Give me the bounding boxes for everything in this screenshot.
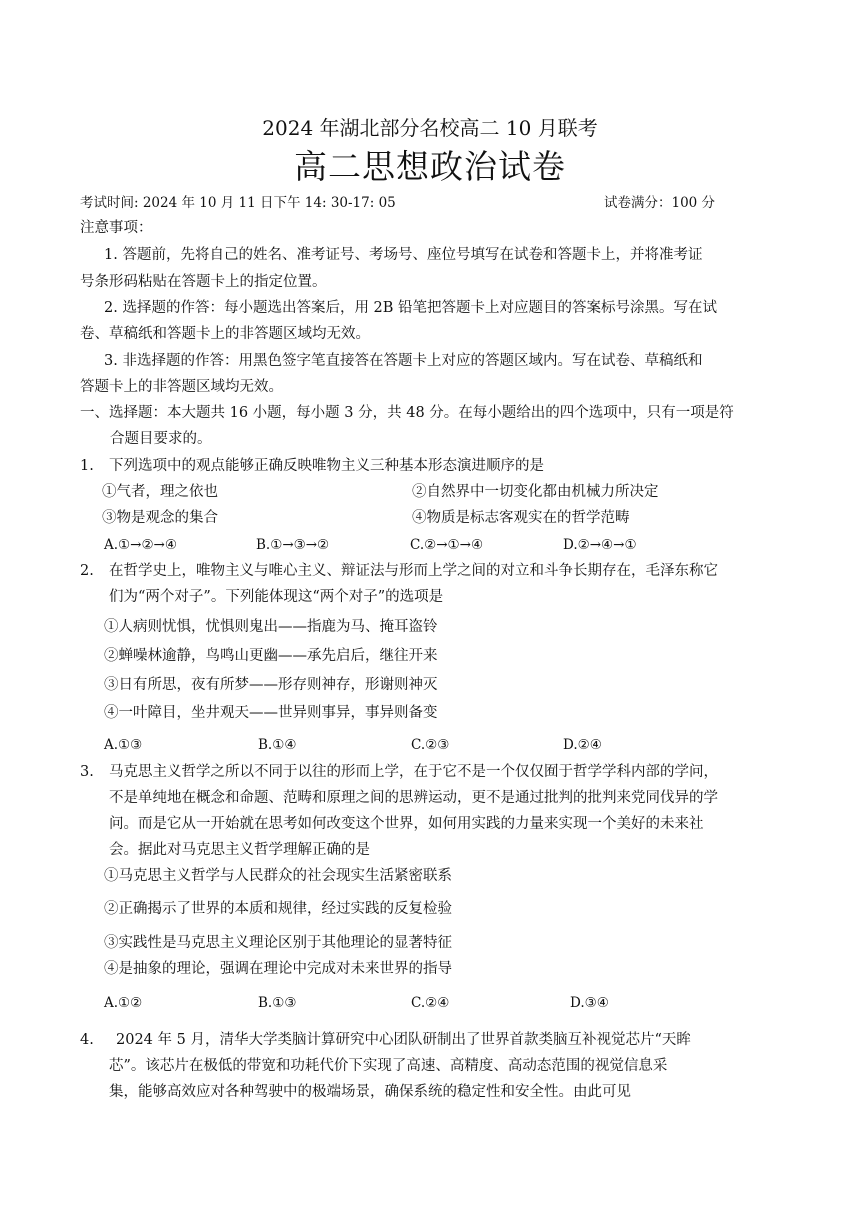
notes-heading: 注意事项：: [80, 220, 153, 236]
q1-statement-2: ②自然界中一切变化都由机械力所决定: [412, 484, 659, 500]
q3-stem-line-3: 问。而是它从一开始就在思考如何改变这个世界，如何用实践的力量来实现一个美好的未来社: [109, 816, 704, 832]
q2-statement-4: ④一叶障目，坐井观天——世异则事异，事异则备变: [104, 705, 438, 721]
q4-stem-line-3: 集，能够高效应对各种驾驶中的极端场景，确保系统的稳定性和安全性。由此可见: [109, 1084, 631, 1100]
q2-option-a: A.①③: [104, 737, 143, 753]
q2-stem-line-1: 在哲学史上，唯物主义与唯心主义、辩证法与形而上学之间的对立和斗争长期存在，毛泽东称它: [109, 563, 718, 579]
exam-subtitle: 2024 年湖北部分名校高二 10 月联考: [262, 116, 598, 140]
exam-title: 高二思想政治试卷: [294, 147, 566, 186]
note-3-line-1: 3. 非选择题的作答：用黑色签字笔直接答在答题卡上对应的答题区域内。写在试卷、草稿纸和: [104, 353, 703, 369]
section-1-heading: 一、选择题：本大题共 16 小题，每小题 3 分，共 48 分。在每小题给出的四个选项中，只有一项是符: [80, 405, 734, 421]
q2-stem-line-2: 们为“两个对子”。下列能体现这“两个对子”的选项是: [109, 589, 444, 605]
q3-statement-1: ①马克思主义哲学与人民群众的社会现实生活紧密联系: [104, 868, 452, 884]
q2-number: 2.: [80, 563, 94, 579]
q3-option-b: B.①③: [258, 995, 297, 1011]
q1-statement-3: ③物是观念的集合: [102, 510, 218, 526]
q2-option-b: B.①④: [258, 737, 297, 753]
exam-time: 考试时间: 2024 年 10 月 11 日下午 14: 30-17: 05: [80, 195, 396, 211]
q2-option-d: D.②④: [563, 737, 602, 753]
q2-statement-1: ①人病则忧惧，忧惧则鬼出——指鹿为马、掩耳盗铃: [104, 619, 438, 635]
q4-number: 4.: [80, 1032, 94, 1048]
q3-stem-line-4: 会。据此对马克思主义哲学理解正确的是: [109, 842, 370, 858]
q3-option-c: C.②④: [411, 995, 450, 1011]
q1-option-c: C.②→①→④: [410, 537, 484, 553]
q3-statement-2: ②正确揭示了世界的本质和规律，经过实践的反复检验: [104, 901, 452, 917]
q2-statement-2: ②蝉噪林逾静，鸟鸣山更幽——承先启后，继往开来: [104, 648, 438, 664]
q3-number: 3.: [80, 764, 94, 780]
note-2-line-1: 2. 选择题的作答：每小题选出答案后，用 2B 铅笔把答题卡上对应题目的答案标号涂黑。写在试: [104, 300, 718, 316]
q4-stem-line-2: 芯”。该芯片在极低的带宽和功耗代价下实现了高速、高精度、高动态范围的视觉信息采: [109, 1058, 668, 1074]
note-1-line-2: 号条形码粘贴在答题卡上的指定位置。: [80, 274, 327, 290]
q1-option-a: A.①→②→④: [104, 537, 177, 553]
full-score: 试卷满分：100 分: [604, 195, 716, 211]
q4-stem-line-1: 2024 年 5 月，清华大学类脑计算研究中心团队研制出了世界首款类脑互补视觉芯片“天眸: [116, 1032, 691, 1048]
q1-option-b: B.①→③→②: [256, 537, 330, 553]
q3-option-d: D.③④: [570, 995, 609, 1011]
q1-option-d: D.②→④→①: [563, 537, 637, 553]
q1-number: 1.: [80, 458, 94, 474]
q1-statement-1: ①气者，理之依也: [102, 484, 218, 500]
q1-stem: 下列选项中的观点能够正确反映唯物主义三种基本形态演进顺序的是: [109, 458, 544, 474]
note-1-line-1: 1. 答题前，先将自己的姓名、准考证号、考场号、座位号填写在试卷和答题卡上，并将准考证: [104, 247, 703, 263]
q3-option-a: A.①②: [104, 995, 143, 1011]
note-3-line-2: 答题卡上的非答题区域均无效。: [80, 379, 283, 395]
q3-stem-line-1: 马克思主义哲学之所以不同于以往的形而上学，在于它不是一个仅仅囿于哲学学科内部的学问，: [109, 764, 718, 780]
q2-option-c: C.②③: [411, 737, 450, 753]
q3-statement-4: ④是抽象的理论，强调在理论中完成对未来世界的指导: [104, 961, 452, 977]
section-1-heading-cont: 合题目要求的。: [110, 431, 212, 447]
q2-statement-3: ③日有所思，夜有所梦——形存则神存，形谢则神灭: [104, 677, 438, 693]
q3-stem-line-2: 不是单纯地在概念和命题、范畴和原理之间的思辨运动，更不是通过批判的批判来党同伐异的学: [109, 790, 718, 806]
q3-statement-3: ③实践性是马克思主义理论区别于其他理论的显著特征: [104, 935, 452, 951]
q1-statement-4: ④物质是标志客观实在的哲学范畴: [412, 510, 630, 526]
note-2-line-2: 卷、草稿纸和答题卡上的非答题区域均无效。: [80, 326, 370, 342]
